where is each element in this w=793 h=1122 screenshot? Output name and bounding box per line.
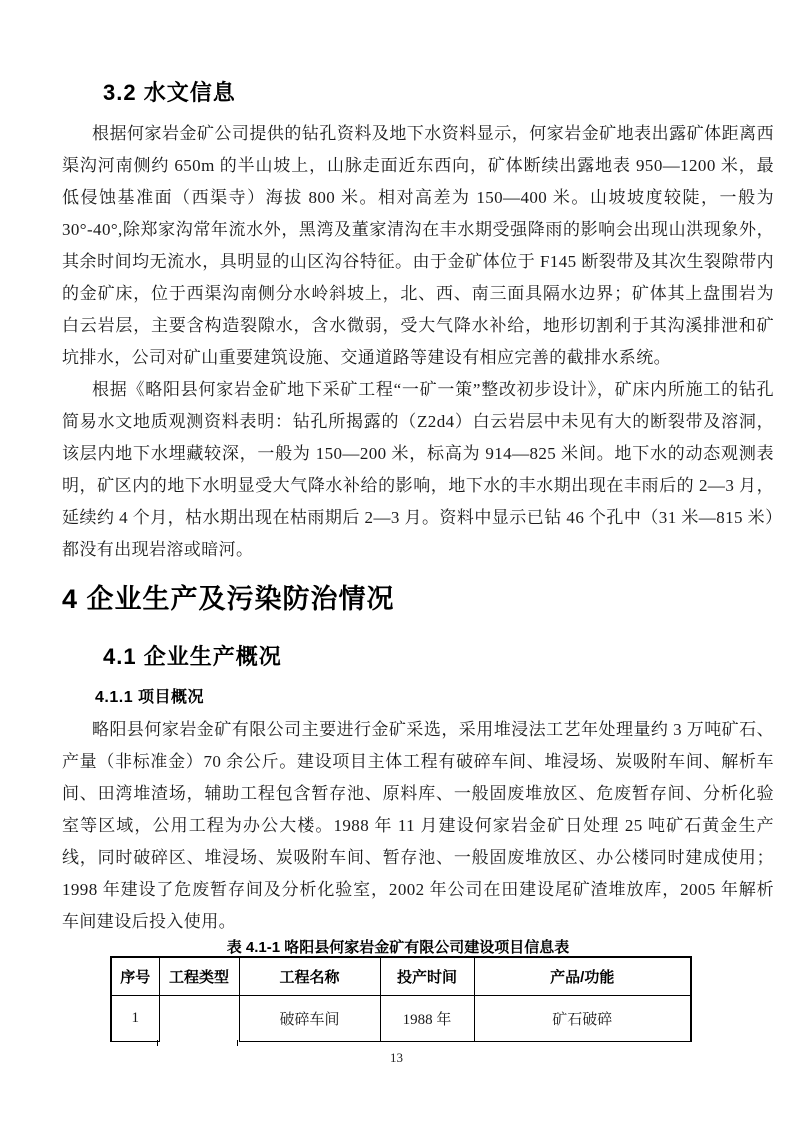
table-header-seq: 序号 bbox=[111, 957, 159, 995]
table-header-function: 产品/功能 bbox=[474, 957, 691, 995]
merged-cell-border-stub-left bbox=[157, 1040, 158, 1046]
table-header-row bbox=[111, 957, 691, 995]
table-cell-function: 矿石破碎 bbox=[474, 995, 691, 1041]
table-header-date: 投产时间 bbox=[380, 957, 474, 995]
hydrology-paragraph-2: 根据《略阳县何家岩金矿地下采矿工程“一矿一策”整改初步设计》，矿床内所施工的钻孔简易水文地质观测资料表明：钻孔所揭露的（Z2d4）白云岩层中未见有大的断裂带及溶洞，该层内地下水埋藏较深，一般为 150—200 米，标高为 914—825 米间。地下水的动态观测表明，矿区内的地下水明显受大气降水补给的影响，地下水的丰水期出现在丰雨后的 2—3 月，延续约 4 个月，枯水期出现在枯雨期后 2—3 月。资料中显示已钻 46 个孔中（31 米—815 米）都没有出现岩溶或暗河。 bbox=[62, 380, 774, 559]
table-cell-type bbox=[159, 995, 239, 1041]
section-heading-4-1: 4.1 企业生产概况 bbox=[103, 644, 282, 669]
merged-cell-border-stub-right bbox=[237, 1040, 238, 1046]
table-cell-name: 破碎车间 bbox=[239, 995, 380, 1041]
hydrology-paragraph-1: 根据何家岩金矿公司提供的钻孔资料及地下水资料显示，何家岩金矿地表出露矿体距离西渠沟河南侧约 650m 的半山坡上，山脉走面近东西向，矿体断续出露地表 950—1200 米，最低侵蚀基准面（西渠寺）海拔 800 米。相对高差为 150—400 米。山坡坡度较陡，一般为 30°-40°,除郑家沟常年流水外，黑湾及董家清沟在丰水期受强降雨的影响会出现山洪现象外，其余时间均无流水，具明显的山区沟谷特征。由于金矿体位于 F145 断裂带及其次生裂隙带内的金矿床，位于西渠沟南侧分水岭斜坡上，北、西、南三面具隔水边界；矿体其上盘围岩为白云岩层，主要含构造裂隙水，含水微弱，受大气降水补给，地形切割利于其沟溪排泄和矿坑排水，公司对矿山重要建筑设施、交通道路等建设有相应完善的截排水系统。 bbox=[62, 124, 774, 367]
table-header-name: 工程名称 bbox=[239, 957, 380, 995]
table-cell-date: 1988 年 bbox=[380, 995, 474, 1041]
page-number: 13 bbox=[390, 1050, 403, 1065]
table-header-type: 工程类型 bbox=[159, 957, 239, 995]
chapter-heading-4: 4 企业生产及污染防治情况 bbox=[62, 584, 395, 614]
project-info-table bbox=[110, 956, 692, 1042]
table-row bbox=[111, 995, 691, 1041]
project-info-table-wrapper bbox=[110, 956, 690, 1042]
table-cell-seq: 1 bbox=[111, 995, 159, 1041]
table-caption: 表 4.1-1 咯阳县何家岩金矿有限公司建设项目信息表 bbox=[226, 939, 570, 956]
section-heading-3-2: 3.2 水文信息 bbox=[103, 80, 236, 105]
subsection-heading-4-1-1: 4.1.1 项目概况 bbox=[95, 689, 205, 706]
project-overview-paragraph: 略阳县何家岩金矿有限公司主要进行金矿采选，采用堆浸法工艺年处理量约 3 万吨矿石、产量（非标准金）70 余公斤。建设项目主体工程有破碎车间、堆浸场、炭吸附车间、解析车间、田湾堆渣场，辅助工程包含暂存池、原料库、一般固废堆放区、危废暂存间、分析化验室等区域，公用工程为办公大楼。1988 年 11 月建设何家岩金矿日处理 25 吨矿石黄金生产线，同时破碎区、堆浸场、炭吸附车间、暂存池、一般固废堆放区、办公楼同时建成使用；1998 年建设了危废暂存间及分析化验室，2002 年公司在田建设尾矿渣堆放库，2005 年解析车间建设后投入使用。 bbox=[62, 720, 774, 931]
